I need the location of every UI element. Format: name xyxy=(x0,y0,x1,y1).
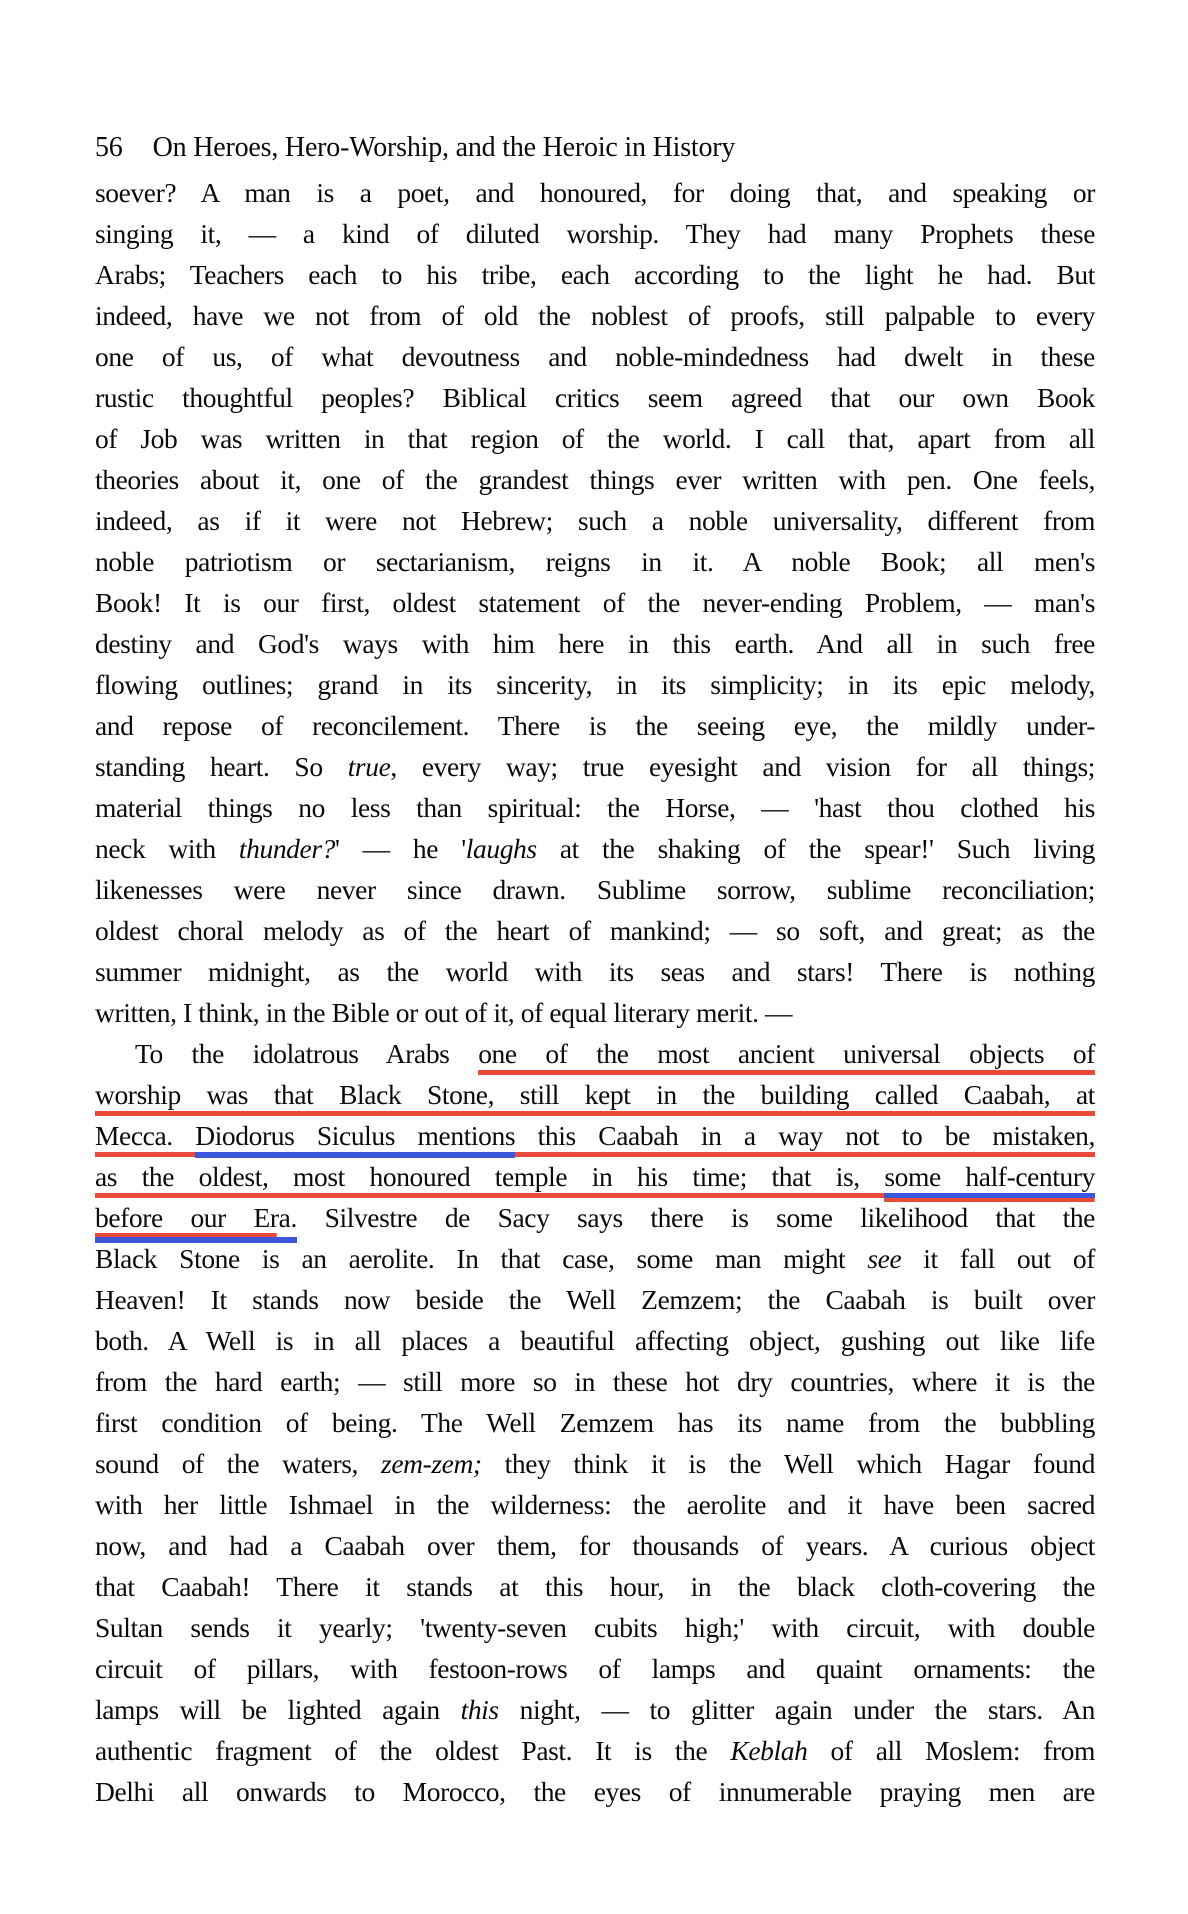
page-number: 56 xyxy=(95,132,123,163)
text-line xyxy=(95,623,1095,664)
text-segment: both. A Well is in all places a beautiful affecting object, gushing out like life xyxy=(95,1325,1095,1356)
text-line xyxy=(95,295,1095,336)
text-line xyxy=(95,992,1095,1033)
underline-blue-red-segment: some half-century xyxy=(884,1161,1095,1202)
text-line xyxy=(95,1320,1095,1361)
text-line xyxy=(95,377,1095,418)
text-segment: they think it is the Well which Hagar found xyxy=(481,1448,1095,1479)
text-segment: night, — to glitter again under the stars. An xyxy=(498,1694,1095,1725)
text-line xyxy=(95,1197,1095,1238)
text-segment: indeed, as if it were not Hebrew; such a noble universality, different from xyxy=(95,505,1095,536)
text-segment: lamps will be lighted again xyxy=(95,1694,461,1725)
italic-text-segment: true xyxy=(347,751,391,782)
text-line xyxy=(95,664,1095,705)
text-segment: ' — he ' xyxy=(334,833,466,864)
text-line xyxy=(95,1771,1095,1812)
underline-red-segment: worship was that Black Stone, still kept in the building called Caabah, at xyxy=(95,1079,1095,1116)
text-line xyxy=(95,336,1095,377)
italic-text-segment: Keblah xyxy=(730,1735,808,1766)
text-segment: first condition of being. The Well Zemzem has its name from the bubbling xyxy=(95,1407,1095,1438)
italic-text-segment: laughs xyxy=(465,833,537,864)
text-line xyxy=(95,1238,1095,1279)
text-segment: singing it, — a kind of diluted worship. They had many Prophets these xyxy=(95,218,1095,249)
text-line xyxy=(95,172,1095,213)
text-line xyxy=(95,1525,1095,1566)
text-segment: material things no less than spiritual: the Horse, — 'hast thou clothed his xyxy=(95,792,1095,823)
italic-text-segment: thunder? xyxy=(238,833,335,864)
text-line xyxy=(95,1074,1095,1115)
text-segment: neck with xyxy=(95,833,239,864)
italic-text-segment: zem-zem; xyxy=(381,1448,482,1479)
text-segment: destiny and God's ways with him here in this earth. And all in such free xyxy=(95,628,1095,659)
underline-blue-segment: Diodorus Siculus mentions xyxy=(195,1120,515,1158)
underline-red-segment: as the oldest, most honoured temple in his time; that is, xyxy=(95,1161,884,1198)
text-segment: flowing outlines; grand in its sincerity, in its simplicity; in its epic melody, xyxy=(95,669,1095,700)
text-line xyxy=(95,1402,1095,1443)
text-segment: written, I think, in the Bible or out of it, of equal literary merit. — xyxy=(95,997,793,1028)
text-line xyxy=(95,1730,1095,1771)
text-segment: Heaven! It stands now beside the Well Zemzem; the Caabah is built over xyxy=(95,1284,1095,1315)
text-segment: Delhi all onwards to Morocco, the eyes of innumerable praying men are xyxy=(95,1776,1095,1807)
text-line xyxy=(95,951,1095,992)
text-line xyxy=(95,1566,1095,1607)
text-segment: of all Moslem: from xyxy=(807,1735,1095,1766)
text-line xyxy=(95,1115,1095,1156)
text-line xyxy=(95,213,1095,254)
paragraph xyxy=(95,172,1095,1033)
text-line xyxy=(95,787,1095,828)
text-segment: it fall out of xyxy=(901,1243,1095,1274)
text-segment: , every way; true eyesight and vision for all things; xyxy=(390,751,1095,782)
text-segment: that Caabah! There it stands at this hour, in the black cloth-covering the xyxy=(95,1571,1095,1602)
underline-red-segment: Mecca. xyxy=(95,1120,195,1157)
text-line xyxy=(95,541,1095,582)
text-segment: rustic thoughtful peoples? Biblical critics seem agreed that our own Book xyxy=(95,382,1095,413)
text-segment: authentic fragment of the oldest Past. It is the xyxy=(95,1735,731,1766)
body-text xyxy=(95,172,1095,1812)
text-line xyxy=(95,1033,1095,1074)
text-line xyxy=(95,910,1095,951)
text-segment: now, and had a Caabah over them, for thousands of years. A curious object xyxy=(95,1530,1095,1561)
italic-text-segment: see xyxy=(867,1243,902,1274)
text-segment: oldest choral melody as of the heart of mankind; — so soft, and great; as the xyxy=(95,915,1095,946)
text-line xyxy=(95,705,1095,746)
underline-red-segment: one of the most ancient universal objects of xyxy=(478,1038,1095,1075)
text-line xyxy=(95,1156,1095,1197)
text-segment: one of us, of what devoutness and noble-mindedness had dwelt in these xyxy=(95,341,1095,372)
text-line xyxy=(95,869,1095,910)
text-segment: likenesses were never since drawn. Sublime sorrow, sublime reconciliation; xyxy=(95,874,1095,905)
text-line xyxy=(95,1648,1095,1689)
text-segment: summer midnight, as the world with its seas and stars! There is nothing xyxy=(95,956,1095,987)
text-line xyxy=(95,500,1095,541)
text-segment: of Job was written in that region of the world. I call that, apart from all xyxy=(95,423,1095,454)
text-segment: and repose of reconcilement. There is the seeing eye, the mildly under- xyxy=(95,710,1095,741)
paragraph xyxy=(95,1033,1095,1812)
text-line xyxy=(95,582,1095,623)
text-line xyxy=(95,1607,1095,1648)
text-segment: theories about it, one of the grandest things ever written with pen. One feels, xyxy=(95,464,1095,495)
running-header xyxy=(95,0,1095,165)
text-line xyxy=(95,1361,1095,1402)
underline-red-segment: this Caabah in a way not to be mistaken, xyxy=(515,1120,1095,1157)
text-segment: from the hard earth; — still more so in these hot dry countries, where it is the xyxy=(95,1366,1095,1397)
text-line xyxy=(95,1279,1095,1320)
text-segment: with her little Ishmael in the wilderness: the aerolite and it have been sacred xyxy=(95,1489,1095,1520)
text-segment: To the idolatrous Arabs xyxy=(135,1038,479,1069)
text-line xyxy=(95,1443,1095,1484)
running-title: On Heroes, Hero-Worship, and the Heroic in History xyxy=(152,132,736,163)
text-segment: Arabs; Teachers each to his tribe, each according to the light he had. But xyxy=(95,259,1095,290)
text-segment: indeed, have we not from of old the noblest of proofs, still palpable to every xyxy=(95,300,1095,331)
text-line xyxy=(95,1484,1095,1525)
italic-text-segment: this xyxy=(460,1694,499,1725)
text-line xyxy=(95,746,1095,787)
text-line xyxy=(95,418,1095,459)
text-line xyxy=(95,828,1095,869)
text-segment: soever? A man is a poet, and honoured, for doing that, and speaking or xyxy=(95,177,1095,208)
text-segment: Black Stone is an aerolite. In that case, some man might xyxy=(95,1243,868,1274)
text-segment: Sultan sends it yearly; 'twenty-seven cubits high;' with circuit, with double xyxy=(95,1612,1095,1643)
text-line xyxy=(95,459,1095,500)
text-segment: at the shaking of the spear!' Such living xyxy=(536,833,1095,864)
text-segment: Silvestre de Sacy says there is some likelihood that the xyxy=(296,1202,1095,1233)
text-line xyxy=(95,1689,1095,1730)
text-line xyxy=(95,254,1095,295)
text-segment: Book! It is our first, oldest statement of the never-ending Problem, — man's xyxy=(95,587,1095,618)
text-segment: noble patriotism or sectarianism, reigns in it. A noble Book; all men's xyxy=(95,546,1095,577)
text-segment: standing heart. So xyxy=(95,751,348,782)
underline-red-blue-segment: before our Era. xyxy=(95,1202,297,1243)
text-segment: sound of the waters, xyxy=(95,1448,382,1479)
text-segment: circuit of pillars, with festoon-rows of lamps and quaint ornaments: the xyxy=(95,1653,1095,1684)
